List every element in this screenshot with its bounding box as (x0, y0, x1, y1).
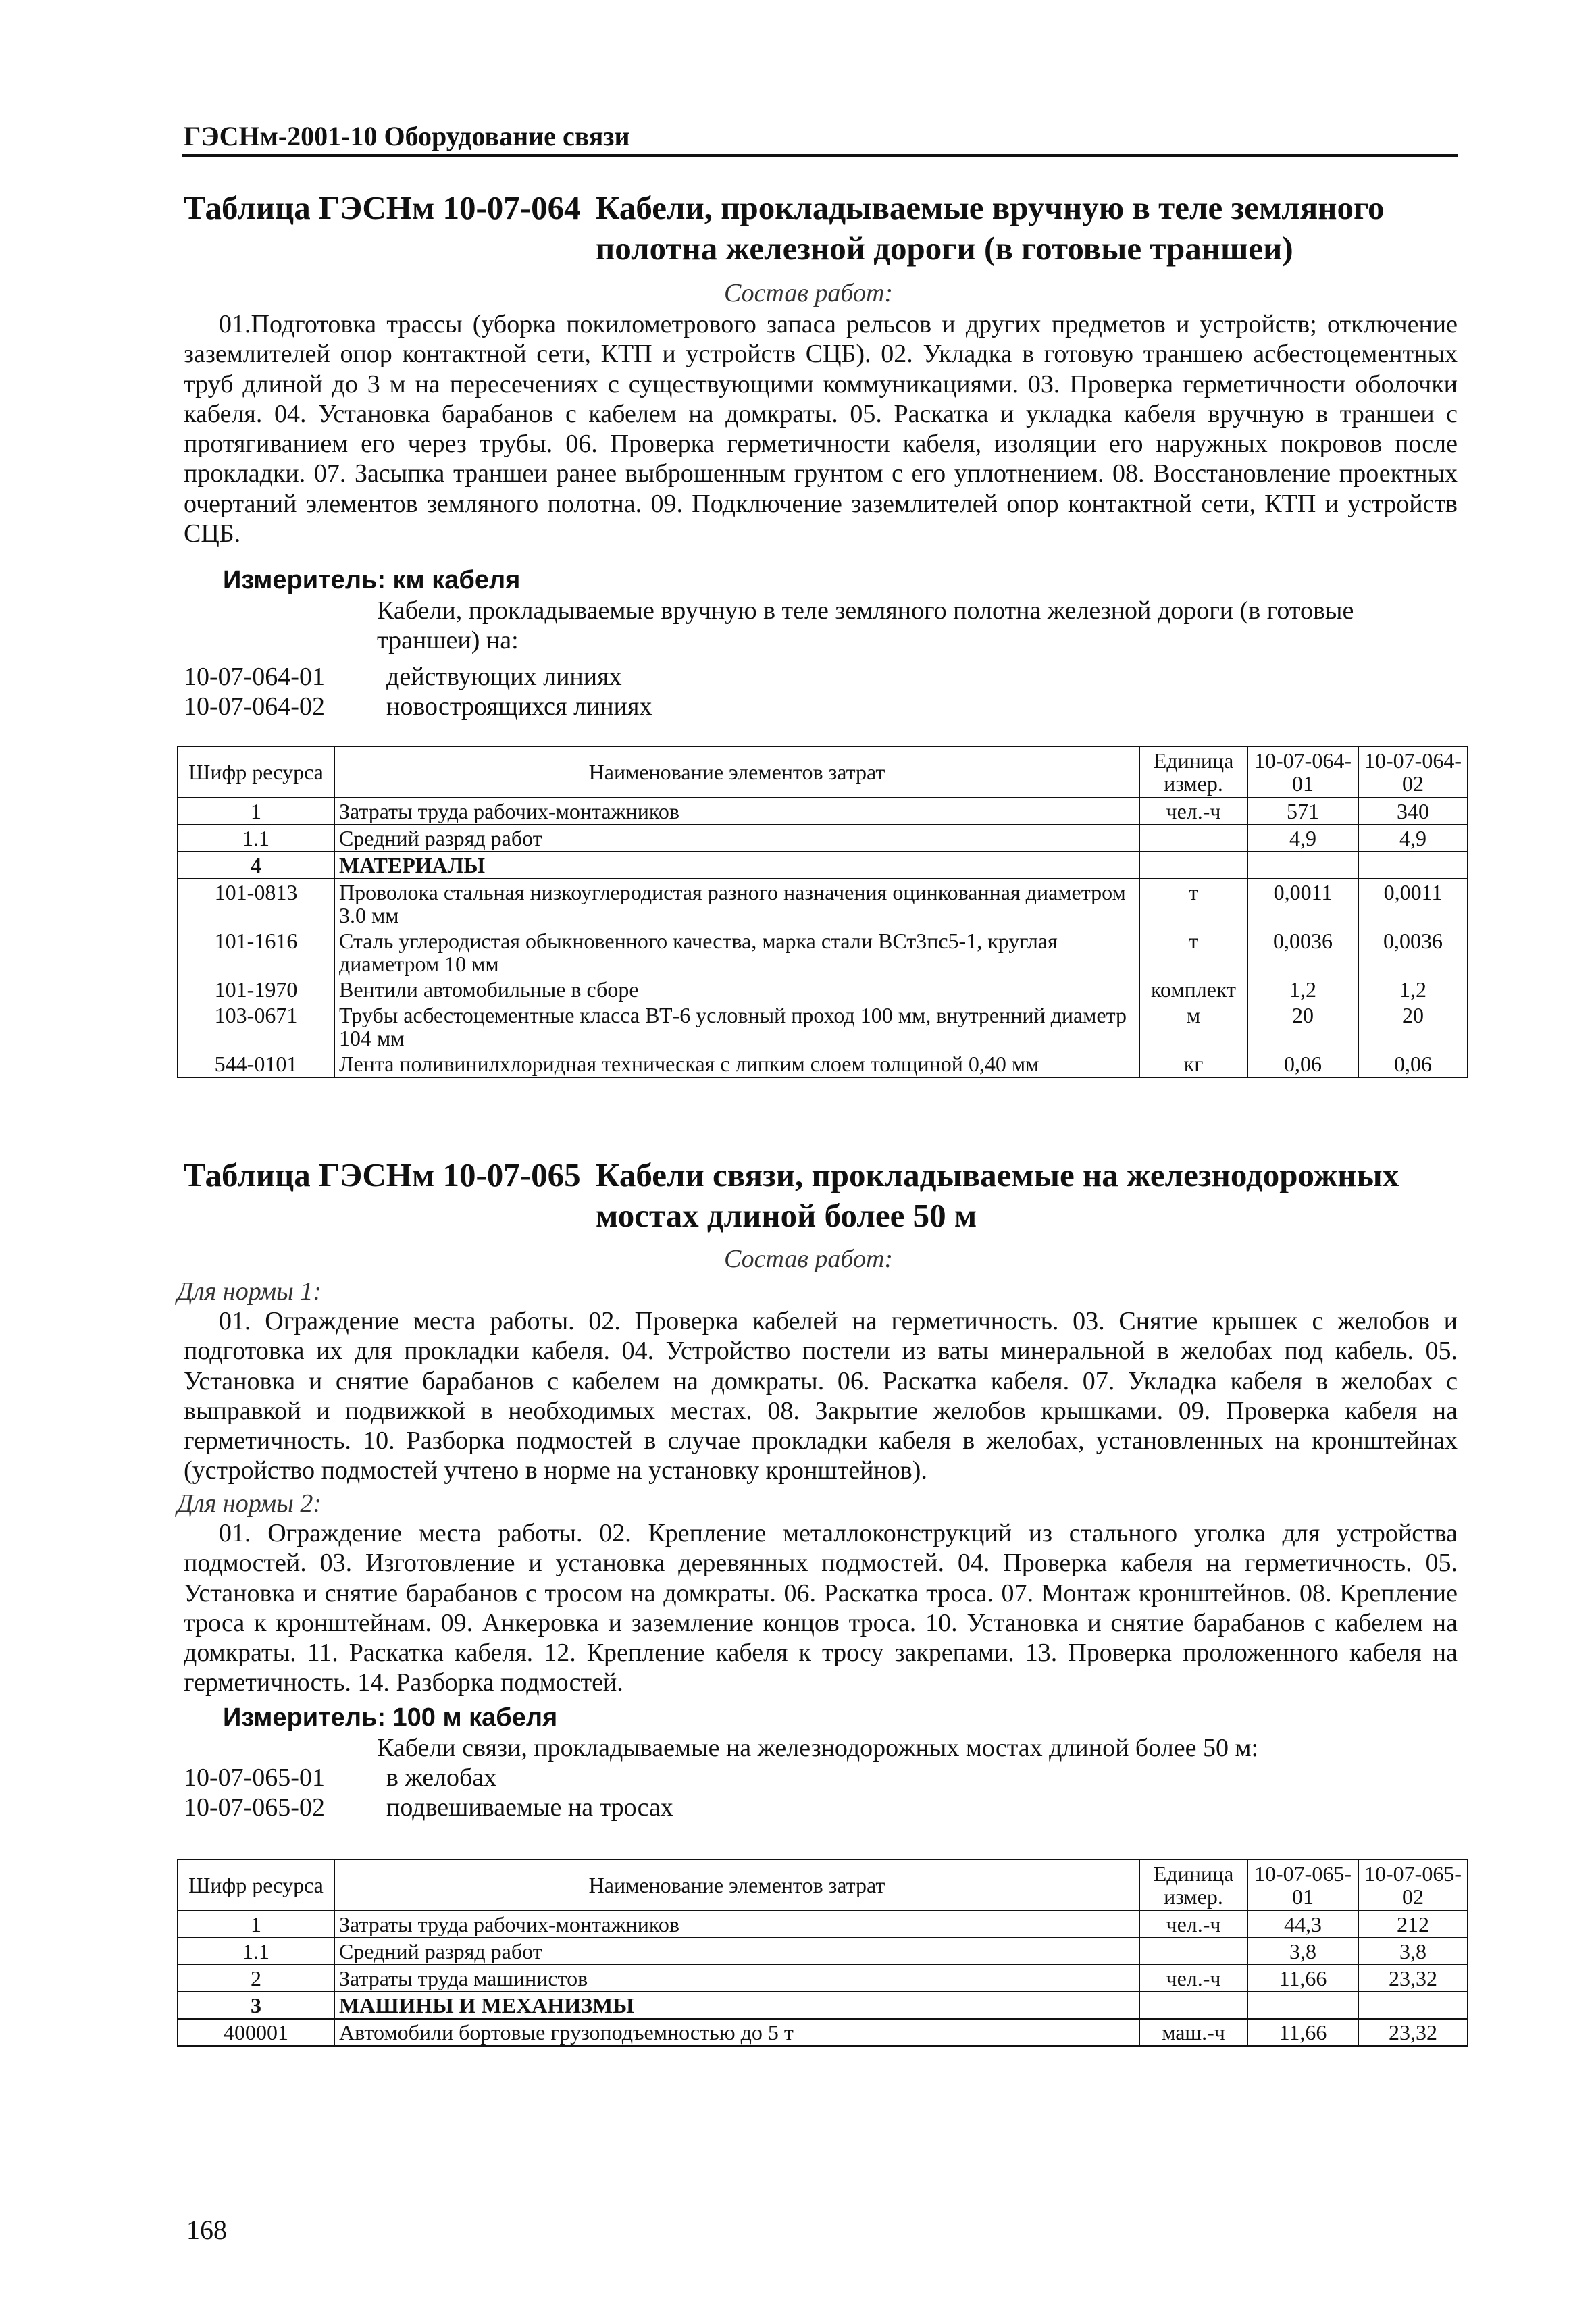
row-value-2: 3,8 (1358, 1938, 1468, 1965)
row-code: 1 (178, 798, 334, 825)
table-064-works: 01.Подготовка трассы (уборка покилометрового запаса рельсов и других предметов и устройств; отключение заземлителей опор контактной сети, КТП и устройств СЦБ). 02. Укладка в готовую траншею асбестоцементных труб длиной до 3 м на пересечениях с существующими коммуникациями. 03. Проверка герметичности оболочки кабеля. 04. Установка барабанов с кабелем на домкраты. 05. Раскатка и укладка кабеля вручную в траншеи с протягиванием его через трубы. 06. Проверка герметичности кабеля, изоляции его наружных покровов после прокладки. 07. Засыпка траншеи ранее выброшенным грунтом с его уплотнением. 08. Восстановление проектных очертаний элементов земляного полотна. 09. Подключение заземлителей опор контактной сети, КТП и устройств СЦБ. (184, 310, 1458, 548)
row-value-1: 11,66 (1247, 2019, 1358, 2046)
row-unit: т (1139, 879, 1247, 928)
header-name: Наименование элементов затрат (334, 1859, 1139, 1911)
row-value-2: 23,32 (1358, 1965, 1468, 1992)
row-code: 1.1 (178, 1938, 334, 1965)
table-row (178, 928, 1468, 977)
table-065-label: Таблица ГЭСНм 10-07-065 (184, 1156, 581, 1193)
row-name: Затраты труда рабочих-монтажников (334, 798, 1139, 825)
row-code: 1.1 (178, 825, 334, 852)
table-065-code-1: 10-07-065-01 (184, 1764, 325, 1792)
table-row (178, 1911, 1468, 1938)
table-065-title: Кабели связи, прокладываемые на железнодорожных мостах длиной более 50 м (596, 1156, 1399, 1234)
row-code: 4 (178, 852, 334, 879)
table-row (178, 1965, 1468, 1992)
table-row (178, 1002, 1468, 1051)
table-064-code-1: 10-07-064-01 (184, 663, 325, 691)
row-name: Автомобили бортовые грузоподъемностью до 5 т (334, 2019, 1139, 2046)
row-code: 101-1616 (178, 928, 334, 977)
header-rule (182, 154, 1458, 157)
header-col1: 10-07-064-01 (1247, 746, 1358, 798)
table-row (178, 1938, 1468, 1965)
table-row (178, 825, 1468, 852)
row-value-2: 4,9 (1358, 825, 1468, 852)
table-064-code-1-name: действующих линиях (386, 663, 622, 691)
row-unit: т (1139, 928, 1247, 977)
table-065-code-2-name: подвешиваемые на тросах (386, 1793, 673, 1822)
row-unit: м (1139, 1002, 1247, 1051)
running-header: ГЭСНм-2001-10 Оборудование связи (184, 121, 630, 151)
table-header-row (178, 1859, 1468, 1911)
row-value-2: 0,0011 (1358, 879, 1468, 928)
row-value-1: 0,0011 (1247, 879, 1358, 928)
table-064-intro: Кабели, прокладываемые вручную в теле земляного полотна железной дороги (в готовые траншеи) на: (377, 596, 1354, 654)
row-value-2: 0,06 (1358, 1051, 1468, 1077)
norm-1-label: Для нормы 1: (177, 1277, 322, 1306)
row-name: МАШИНЫ И МЕХАНИЗМЫ (334, 1992, 1139, 2019)
header-code: Шифр ресурса (178, 1859, 334, 1911)
row-code: 2 (178, 1965, 334, 1992)
table-row (178, 879, 1468, 928)
table-064-label: Таблица ГЭСНм 10-07-064 (184, 189, 581, 226)
row-code: 3 (178, 1992, 334, 2019)
table-064-composition-label: Состав работ: (724, 279, 894, 307)
table-064-title: Кабели, прокладываемые вручную в теле земляного полотна железной дороги (в готовые траншеи) (596, 189, 1385, 267)
row-value-2: 1,2 (1358, 977, 1468, 1002)
row-value-2: 340 (1358, 798, 1468, 825)
header-col1: 10-07-065-01 (1247, 1859, 1358, 1911)
row-code: 103-0671 (178, 1002, 334, 1051)
row-unit (1139, 825, 1247, 852)
row-name: Средний разряд работ (334, 825, 1139, 852)
row-unit (1139, 852, 1247, 879)
row-code: 1 (178, 1911, 334, 1938)
row-name: Сталь углеродистая обыкновенного качества, марка стали ВСт3пс5-1, круглая диаметром 10 мм (334, 928, 1139, 977)
row-unit: кг (1139, 1051, 1247, 1077)
table-header-row (178, 746, 1468, 798)
row-code: 101-0813 (178, 879, 334, 928)
table-row (178, 852, 1468, 879)
norm-2-text: 01. Ограждение места работы. 02. Крепление металлоконструкций из стального уголка для устройства подмостей. 03. Изготовление и установка деревянных подмостей. 04. Проверка кабеля на герметичность. 05. Установка и снятие барабанов с тросом на домкраты. 06. Раскатка троса. 07. Монтаж кронштейнов. 08. Крепление троса к кронштейнам. 09. Анкеровка и заземление концов троса. 10. Установка и снятие барабанов с кабелем на домкраты. 11. Раскатка кабеля. 12. Крепление кабеля к тросу закрепами. 13. Проверка проложенного кабеля на герметичность. 14. Разборка подмостей. (184, 1519, 1458, 1697)
row-unit: чел.-ч (1139, 798, 1247, 825)
table-064-measure: Измеритель: км кабеля (223, 566, 521, 594)
row-value-1: 0,0036 (1247, 928, 1358, 977)
row-value-2 (1358, 1992, 1468, 2019)
row-unit: чел.-ч (1139, 1911, 1247, 1938)
resource-table-065 (177, 1859, 1468, 2047)
row-code: 400001 (178, 2019, 334, 2046)
table-065-code-2: 10-07-065-02 (184, 1793, 325, 1822)
header-code: Шифр ресурса (178, 746, 334, 798)
table-065-intro: Кабели связи, прокладываемые на железнодорожных мостах длиной более 50 м: (377, 1734, 1259, 1762)
row-unit (1139, 1992, 1247, 2019)
header-unit: Единица измер. (1139, 1859, 1247, 1911)
header-col2: 10-07-064-02 (1358, 746, 1468, 798)
table-row (178, 1992, 1468, 2019)
resource-table-064 (177, 746, 1468, 1078)
table-065-composition-label: Состав работ: (724, 1245, 894, 1273)
table-row (178, 2019, 1468, 2046)
row-value-2 (1358, 852, 1468, 879)
table-065-code-1-name: в желобах (386, 1764, 497, 1792)
row-name: Средний разряд работ (334, 1938, 1139, 1965)
row-value-1: 571 (1247, 798, 1358, 825)
row-value-1: 0,06 (1247, 1051, 1358, 1077)
header-name: Наименование элементов затрат (334, 746, 1139, 798)
row-unit: чел.-ч (1139, 1965, 1247, 1992)
row-name: Лента поливинилхлоридная техническая с липким слоем толщиной 0,40 мм (334, 1051, 1139, 1077)
row-value-1: 11,66 (1247, 1965, 1358, 1992)
row-unit: комплект (1139, 977, 1247, 1002)
row-name: Трубы асбестоцементные класса ВТ-6 условный проход 100 мм, внутренний диаметр 104 мм (334, 1002, 1139, 1051)
table-row (178, 798, 1468, 825)
row-unit (1139, 1938, 1247, 1965)
row-name: Проволока стальная низкоуглеродистая разного назначения оцинкованная диаметром 3.0 мм (334, 879, 1139, 928)
row-value-1 (1247, 852, 1358, 879)
row-name: Затраты труда машинистов (334, 1965, 1139, 1992)
row-value-1 (1247, 1992, 1358, 2019)
table-064-code-2-name: новостроящихся линиях (386, 692, 652, 721)
row-value-2: 0,0036 (1358, 928, 1468, 977)
row-unit: маш.-ч (1139, 2019, 1247, 2046)
row-code: 544-0101 (178, 1051, 334, 1077)
row-value-2: 20 (1358, 1002, 1468, 1051)
row-name: Затраты труда рабочих-монтажников (334, 1911, 1139, 1938)
table-064-code-2: 10-07-064-02 (184, 692, 325, 721)
table-row (178, 1051, 1468, 1077)
table-065-measure: Измеритель: 100 м кабеля (223, 1703, 558, 1732)
row-value-1: 1,2 (1247, 977, 1358, 1002)
row-value-2: 23,32 (1358, 2019, 1468, 2046)
row-code: 101-1970 (178, 977, 334, 1002)
table-row (178, 977, 1468, 1002)
norm-2-label: Для нормы 2: (177, 1489, 322, 1518)
row-name: Вентили автомобильные в сборе (334, 977, 1139, 1002)
header-col2: 10-07-065-02 (1358, 1859, 1468, 1911)
row-value-1: 20 (1247, 1002, 1358, 1051)
row-value-1: 3,8 (1247, 1938, 1358, 1965)
norm-1-text: 01. Ограждение места работы. 02. Проверка кабелей на герметичность. 03. Снятие крышек с желобов и подготовка их для прокладки кабеля. 04. Устройство постели из ваты минеральной в желобах под кабель. 05. Установка и снятие барабанов с кабелем на домкраты. 06. Раскатка кабеля. 07. Укладка кабеля в желобах с выправкой и подвижкой в необходимых местах. 08. Закрытие желобов крышками. 09. Проверка кабеля на герметичность. 10. Разборка подмостей в случае прокладки кабеля в желобах, установленных на кронштейнах (устройство подмостей учтено в норме на установку кронштейнов). (184, 1307, 1458, 1485)
row-value-2: 212 (1358, 1911, 1468, 1938)
page-number: 168 (186, 2215, 227, 2245)
row-name: МАТЕРИАЛЫ (334, 852, 1139, 879)
row-value-1: 4,9 (1247, 825, 1358, 852)
header-unit: Единица измер. (1139, 746, 1247, 798)
row-value-1: 44,3 (1247, 1911, 1358, 1938)
